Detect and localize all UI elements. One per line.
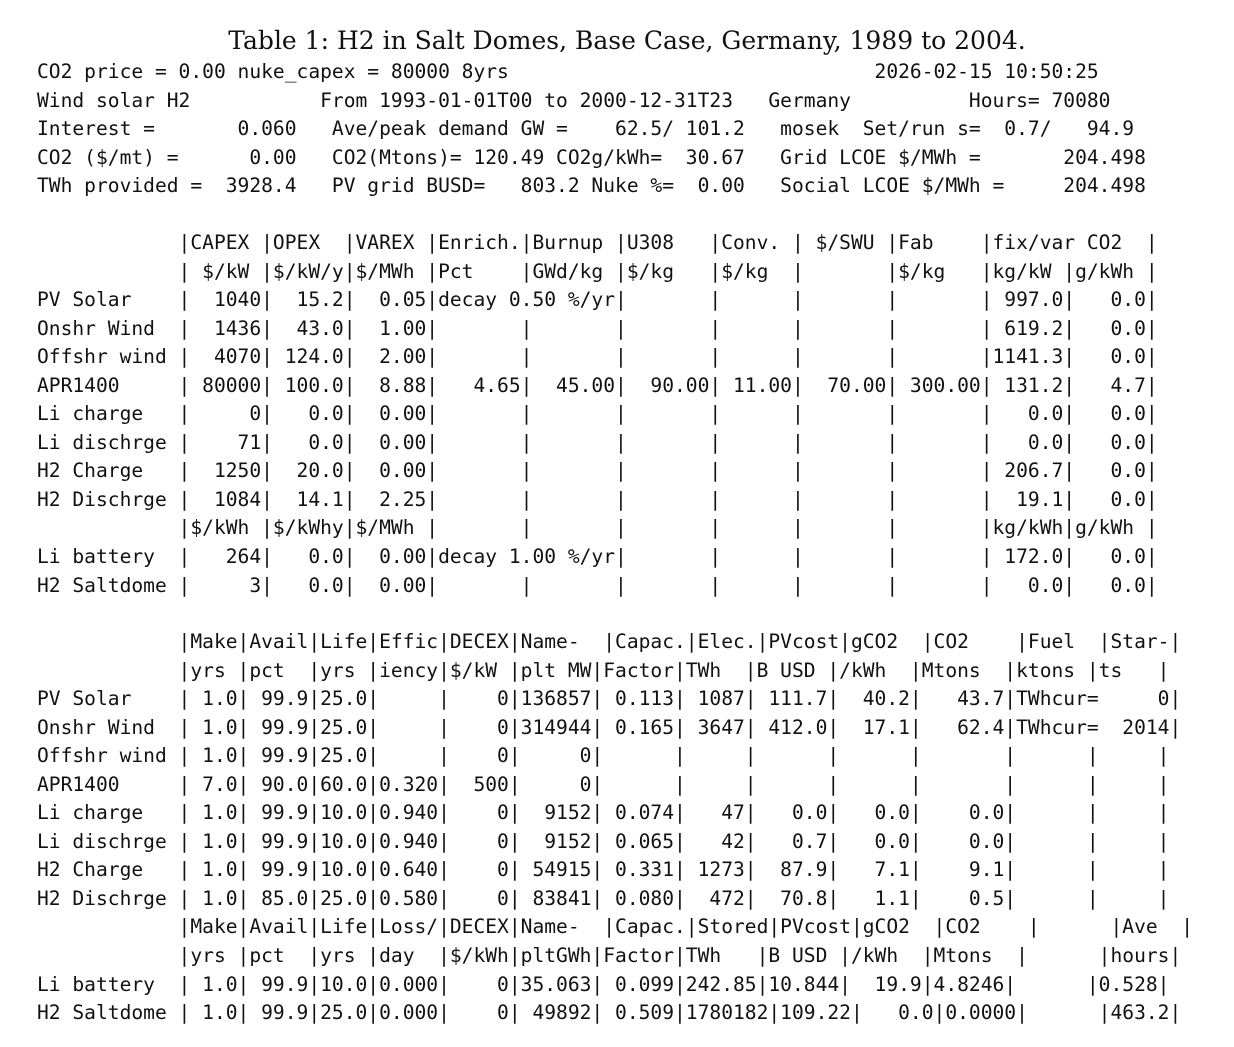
cost-table-row: |$/kWh |$/kWhy|$/MWh | | | | | | |kg/kWh|g/kWh | (37, 516, 1158, 540)
results-table (37, 628, 1193, 1028)
results-table-row: H2 Dischrge | 1.0| 85.0|25.0|0.580| 0| 83841| 0.080| 472| 70.8| 1.1| 0.5| | | (37, 886, 1170, 910)
cost-table-row: Offshr wind | 4070| 124.0| 2.00| | | | | | |1141.3| 0.0| (37, 345, 1158, 369)
results-table-row: Onshr Wind | 1.0| 99.9|25.0| | 0|314944| 0.165| 3647| 412.0| 17.1| 62.4|TWhcur= 2014| (37, 715, 1182, 739)
cost-table-row: Li battery | 264| 0.0| 0.00|decay 1.00 %/yr| | | | | 172.0| 0.0| (37, 545, 1158, 569)
cost-table-row: H2 Dischrge | 1084| 14.1| 2.25| | | | | | | 19.1| 0.0| (37, 487, 1158, 511)
results-table-row: |yrs |pct |yrs |day |$/kWh|pltGWh|Factor|TWh |B USD |/kWh |Mtons | |hours| (37, 944, 1182, 968)
cost-table-row: | $/kW |$/kW/y|$/MWh |Pct |GWd/kg |$/kg |$/kg | |$/kg |kg/kW |g/kWh | (37, 259, 1158, 283)
cost-table-row: Li charge | 0| 0.0| 0.00| | | | | | | 0.0| 0.0| (37, 402, 1158, 426)
results-table-row: |Make|Avail|Life|Effic|DECEX|Name- |Capac.|Elec.|PVcost|gCO2 |CO2 |Fuel |Star-| (37, 630, 1182, 653)
results-table-row: PV Solar | 1.0| 99.9|25.0| | 0|136857| 0.113| 1087| 111.7| 40.2| 43.7|TWhcur= 0| (37, 687, 1182, 711)
results-table-row: H2 Saltdome | 1.0| 99.9|25.0|0.000| 0| 49892| 0.509|1780182|109.22| 0.0|0.0000| |463.2| (37, 1001, 1182, 1025)
results-table-row: Li battery | 1.0| 99.9|10.0|0.000| 0|35.063| 0.099|242.85|10.844| 19.9|4.8246| |0.528| (37, 972, 1170, 996)
cost-table-row: Li dischrge | 71| 0.0| 0.00| | | | | | | 0.0| 0.0| (37, 430, 1158, 454)
cost-table-row: Onshr Wind | 1436| 43.0| 1.00| | | | | | | 619.2| 0.0| (37, 316, 1158, 340)
table-title: Table 1: H2 in Salt Domes, Base Case, Germany, 1989 to 2004. (228, 26, 1026, 55)
cost-table-row: |CAPEX |OPEX |VAREX |Enrich.|Burnup |U308 |Conv. | $/SWU |Fab |fix/var CO2 | (37, 231, 1158, 254)
results-table-row: APR1400 | 7.0| 90.0|60.0|0.320| 500| 0| | | | | | | | (37, 772, 1170, 796)
cost-table-row: APR1400 | 80000| 100.0| 8.88| 4.65| 45.00| 90.00| 11.00| 70.00| 300.00| 131.2| 4.7| (37, 373, 1158, 397)
cost-table-row: H2 Charge | 1250| 20.0| 0.00| | | | | | | 206.7| 0.0| (37, 459, 1158, 483)
cost-table-row: H2 Saltdome | 3| 0.0| 0.00| | | | | | | 0.0| 0.0| (37, 573, 1158, 597)
header-line: CO2 price = 0.00 nuke_capex = 80000 8yrs 2026-02-15 10:50:25 (37, 60, 1099, 83)
results-table-row: Li dischrge | 1.0| 99.9|10.0|0.940| 0| 9152| 0.065| 42| 0.7| 0.0| 0.0| | | (37, 829, 1170, 853)
header-line: Interest = 0.060 Ave/peak demand GW = 62.5/ 101.2 mosek Set/run s= 0.7/ 94.9 (37, 117, 1135, 141)
cost-parameters-table (37, 229, 1158, 600)
header-line: CO2 ($/mt) = 0.00 CO2(Mtons)= 120.49 CO2g/kWh= 30.67 Grid LCOE $/MWh = 204.498 (37, 145, 1146, 169)
results-table-row: |yrs |pct |yrs |iency|$/kW |plt MW|Factor|TWh |B USD |/kWh |Mtons |ktons |ts | (37, 658, 1170, 682)
header-line: TWh provided = 3928.4 PV grid BUSD= 803.2 Nuke %= 0.00 Social LCOE $/MWh = 204.498 (37, 174, 1146, 198)
results-table-row: Offshr wind | 1.0| 99.9|25.0| | 0| 0| | | | | | | | (37, 744, 1170, 768)
run-summary-header (37, 58, 1146, 201)
cost-table-row: PV Solar | 1040| 15.2| 0.05|decay 0.50 %/yr| | | | | 997.0| 0.0| (37, 288, 1158, 312)
header-line: Wind solar H2 From 1993-01-01T00 to 2000-12-31T23 Germany Hours= 70080 (37, 88, 1111, 112)
results-table-row: H2 Charge | 1.0| 99.9|10.0|0.640| 0| 54915| 0.331| 1273| 87.9| 7.1| 9.1| | | (37, 858, 1170, 882)
results-table-row: |Make|Avail|Life|Loss/|DECEX|Name- |Capac.|Stored|PVcost|gCO2 |CO2 | |Ave | (37, 915, 1194, 939)
results-table-row: Li charge | 1.0| 99.9|10.0|0.940| 0| 9152| 0.074| 47| 0.0| 0.0| 0.0| | | (37, 801, 1170, 825)
